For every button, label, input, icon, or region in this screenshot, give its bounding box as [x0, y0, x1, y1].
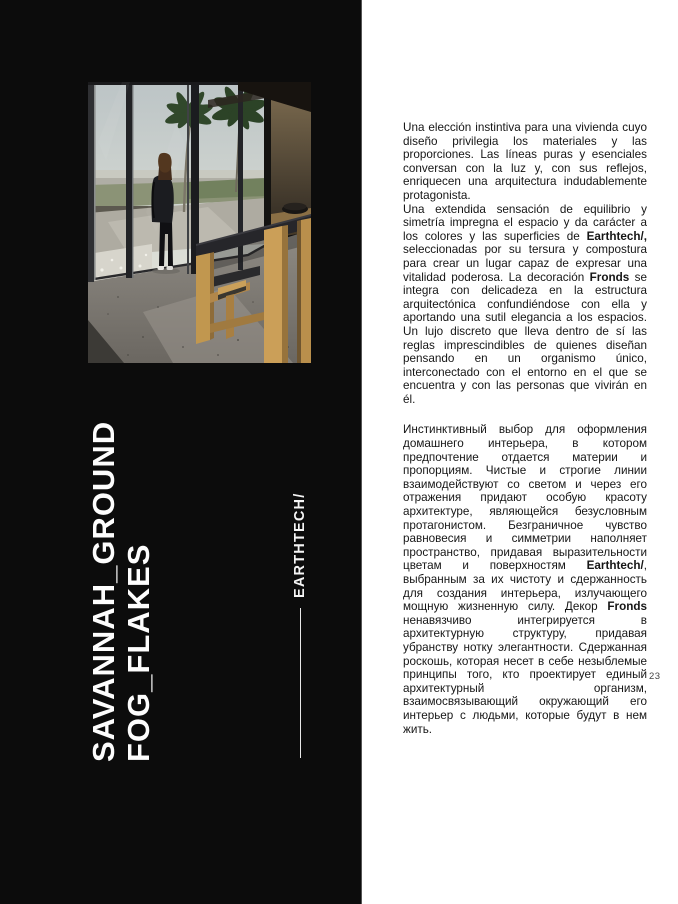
- title-line-2: FOG_FLAKES: [121, 543, 156, 762]
- window-frame: [88, 82, 94, 282]
- brand-rule-line: [300, 608, 301, 758]
- paragraph-russian: Инстинктивный выбор для оформления домашнего интерьера, в котором предпочтение отдается материи и пропорциям. Чистые и строгие линии взаимодействуют со светом и через его отражения придают особую красоту архитектуре, являющейся безусловным протагонистом. Безграничное чувство равновесия и симметрии наполняет пространство, придавая выразительности цветам и поверхностям Earthtech/, выбранным за их чистоту и сдержанность для создания интерьера, излучающего мощную жизненную силу. Декор Fronds ненавязчиво интегрируется в архитектурную структуру, придавая убранству нотку элегантности. Сдержанная роскошь, которая несет в себе незыблемые принципы того, кто проектирует единый архитектурный организм, взаимосвязывающий окружающий его интерьер с людьми, которые будут в нем жить.: [403, 423, 647, 736]
- interior-photo: [88, 82, 311, 363]
- mullion-highlight: [132, 82, 133, 278]
- body-text-column: [403, 121, 647, 736]
- window-mullion: [126, 82, 132, 278]
- title-line-1: SAVANNAH_GROUND: [86, 420, 121, 762]
- window-mullion: [187, 82, 189, 274]
- page-title-vertical: [86, 421, 156, 762]
- glass-edge: [94, 82, 96, 280]
- brand-vertical: [292, 493, 308, 758]
- paragraph-spanish-2: Una extendida sensación de equilibrio y simetría impregna el espacio y da carácter a los colores y las superficies de Earthtech/, seleccionadas por su tersura y compostura para crear un lugar capaz de expresar una vitalidad poderosa. La decoración Fronds se integra con delicadeza en la estructura arquitectónica confundiéndose con ella y aportando una sutil elegancia a los espacios. Un lujo discreto que lleva dentro de sí las reglas imprescindibles de quienes diseñan pensando en un organismo único, interconectado con el entorno en el que se encuentra y con las personas que vivirán en él.: [403, 202, 648, 406]
- bowl-rim: [284, 203, 307, 211]
- paragraph-spanish-1: Una elección instintiva para una vivienda cuyo diseño privilegia los materiales y las proporciones. Las líneas puras y esenciales conversan con la luz y, con sus reflejos, enriquecen una arquitectura indudablemente protagonista.: [403, 121, 647, 202]
- page-number: 23: [649, 671, 661, 682]
- brand-label: EARTHTECH/: [292, 492, 308, 598]
